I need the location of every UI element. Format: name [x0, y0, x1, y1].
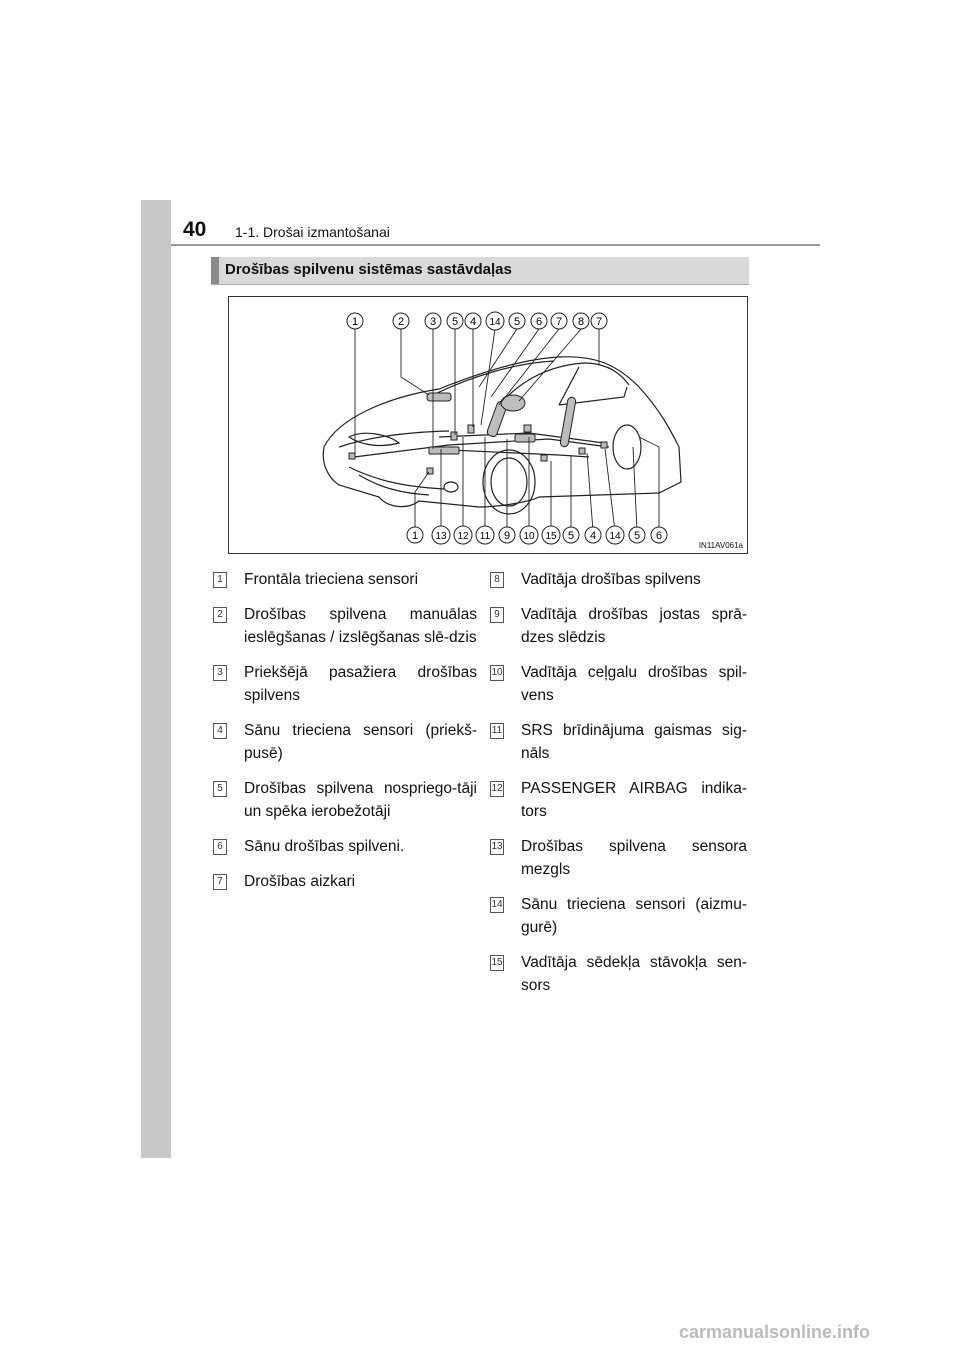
item-number: 3 — [213, 665, 227, 681]
legend-item — [490, 568, 747, 591]
svg-text:1: 1 — [411, 530, 419, 542]
legend-item — [490, 893, 747, 939]
diagram-label-top — [531, 313, 547, 329]
legend-item — [490, 835, 747, 881]
svg-text:14: 14 — [489, 317, 501, 328]
diagram-label-bottom — [499, 527, 515, 543]
svg-text:4: 4 — [469, 316, 477, 328]
legend-list-right — [490, 568, 747, 1009]
item-number: 7 — [213, 874, 227, 890]
item-text: Vadītāja drošības jostas sprā-dzes slēdzis — [521, 606, 747, 646]
diagram-label-top — [591, 313, 607, 329]
diagram-label-bottom — [476, 526, 494, 544]
item-number: 5 — [213, 781, 227, 797]
item-number: 6 — [213, 839, 227, 855]
item-text: Sānu trieciena sensori (aizmu-gurē) — [521, 896, 747, 936]
figure-code: IN11AV061a — [698, 541, 743, 550]
legend-item — [213, 835, 477, 858]
item-number: 14 — [490, 897, 504, 913]
svg-text:1: 1 — [351, 316, 359, 328]
legend-item — [490, 777, 747, 823]
section-title: 1-1. Drošai izmantošanai — [235, 224, 390, 240]
item-number: 4 — [213, 723, 227, 739]
diagram-label-top — [347, 313, 363, 329]
item-number: 11 — [490, 723, 504, 739]
diagram-label-top — [393, 313, 409, 329]
airbag-diagram — [228, 296, 748, 554]
svg-text:3: 3 — [429, 316, 437, 328]
watermark: carmanualsonline.info — [679, 1322, 871, 1342]
heading-accent — [211, 257, 219, 284]
side-tab-bar — [141, 200, 171, 1158]
svg-text:2: 2 — [397, 316, 405, 328]
svg-text:14: 14 — [609, 531, 621, 542]
diagram-label-bottom — [629, 527, 645, 543]
svg-text:7: 7 — [595, 316, 603, 328]
diagram-label-top — [425, 313, 441, 329]
item-text: Sānu drošības spilveni. — [244, 838, 405, 855]
item-text: Drošības spilvena sensora mezgls — [521, 838, 747, 878]
svg-text:6: 6 — [535, 316, 543, 328]
item-text: Drošības aizkari — [244, 873, 356, 890]
svg-text:11: 11 — [479, 531, 491, 542]
svg-text:10: 10 — [523, 531, 535, 542]
svg-text:5: 5 — [513, 316, 521, 328]
legend-item — [490, 661, 747, 707]
diagram-label-bottom — [432, 526, 450, 544]
page-number: 40 — [183, 218, 207, 241]
diagram-label-top — [509, 313, 525, 329]
svg-text:8: 8 — [577, 316, 585, 328]
item-number: 9 — [490, 607, 504, 623]
heading-text: Drošības spilvenu sistēmas sastāvdaļas — [225, 261, 512, 278]
item-number: 12 — [490, 781, 504, 797]
diagram-label-bottom — [651, 527, 667, 543]
item-text: Vadītāja ceļgalu drošības spil-vens — [521, 664, 747, 704]
diagram-label-bottom — [563, 527, 579, 543]
svg-text:5: 5 — [567, 530, 575, 542]
svg-text:6: 6 — [655, 530, 663, 542]
legend-item — [490, 719, 747, 765]
svg-text:12: 12 — [457, 531, 469, 542]
diagram-label-top — [447, 313, 463, 329]
diagram-label-bottom — [454, 526, 472, 544]
svg-text:15: 15 — [545, 531, 557, 542]
diagram-label-top — [573, 313, 589, 329]
item-number: 15 — [490, 955, 504, 971]
legend-item — [213, 568, 477, 591]
header-divider — [171, 244, 820, 246]
svg-text:4: 4 — [589, 530, 597, 542]
legend-item — [490, 603, 747, 649]
item-text: Vadītāja sēdekļa stāvokļa sen-sors — [521, 954, 747, 994]
item-number: 8 — [490, 572, 504, 588]
car-illustration — [229, 297, 749, 555]
legend-item — [213, 777, 477, 823]
diagram-label-top — [465, 313, 481, 329]
svg-text:5: 5 — [451, 316, 459, 328]
legend-item — [490, 951, 747, 997]
item-text: PASSENGER AIRBAG indika-tors — [521, 780, 747, 820]
legend-item — [213, 661, 477, 707]
item-text: SRS brīdinājuma gaismas sig-nāls — [521, 722, 747, 762]
legend-item — [213, 603, 477, 649]
item-number: 1 — [213, 572, 227, 588]
diagram-label-bottom — [407, 527, 423, 543]
item-number: 2 — [213, 607, 227, 623]
diagram-label-bottom — [542, 526, 560, 544]
item-number: 13 — [490, 839, 504, 855]
diagram-label-top — [486, 312, 504, 330]
diagram-label-bottom — [606, 526, 624, 544]
legend-item — [213, 870, 477, 893]
svg-text:13: 13 — [435, 531, 447, 542]
item-text: Drošības spilvena nospriego-tāji un spēka ierobežotāji — [244, 780, 477, 820]
item-text: Frontāla trieciena sensori — [244, 571, 419, 588]
legend-item — [213, 719, 477, 765]
item-text: Sānu trieciena sensori (priekš-pusē) — [244, 722, 477, 762]
diagram-label-top — [551, 313, 567, 329]
item-text: Priekšējā pasažiera drošības spilvens — [244, 664, 477, 704]
legend-list-left — [213, 568, 477, 905]
svg-text:5: 5 — [633, 530, 641, 542]
item-number: 10 — [490, 665, 504, 681]
diagram-label-bottom — [585, 527, 601, 543]
diagram-label-bottom — [520, 526, 538, 544]
svg-text:7: 7 — [555, 316, 563, 328]
item-text: Vadītāja drošības spilvens — [521, 571, 701, 588]
svg-text:9: 9 — [503, 530, 511, 542]
item-text: Drošības spilvena manuālas ieslēgšanas / izslēgšanas slē-dzis — [244, 606, 477, 646]
section-heading — [211, 257, 749, 285]
